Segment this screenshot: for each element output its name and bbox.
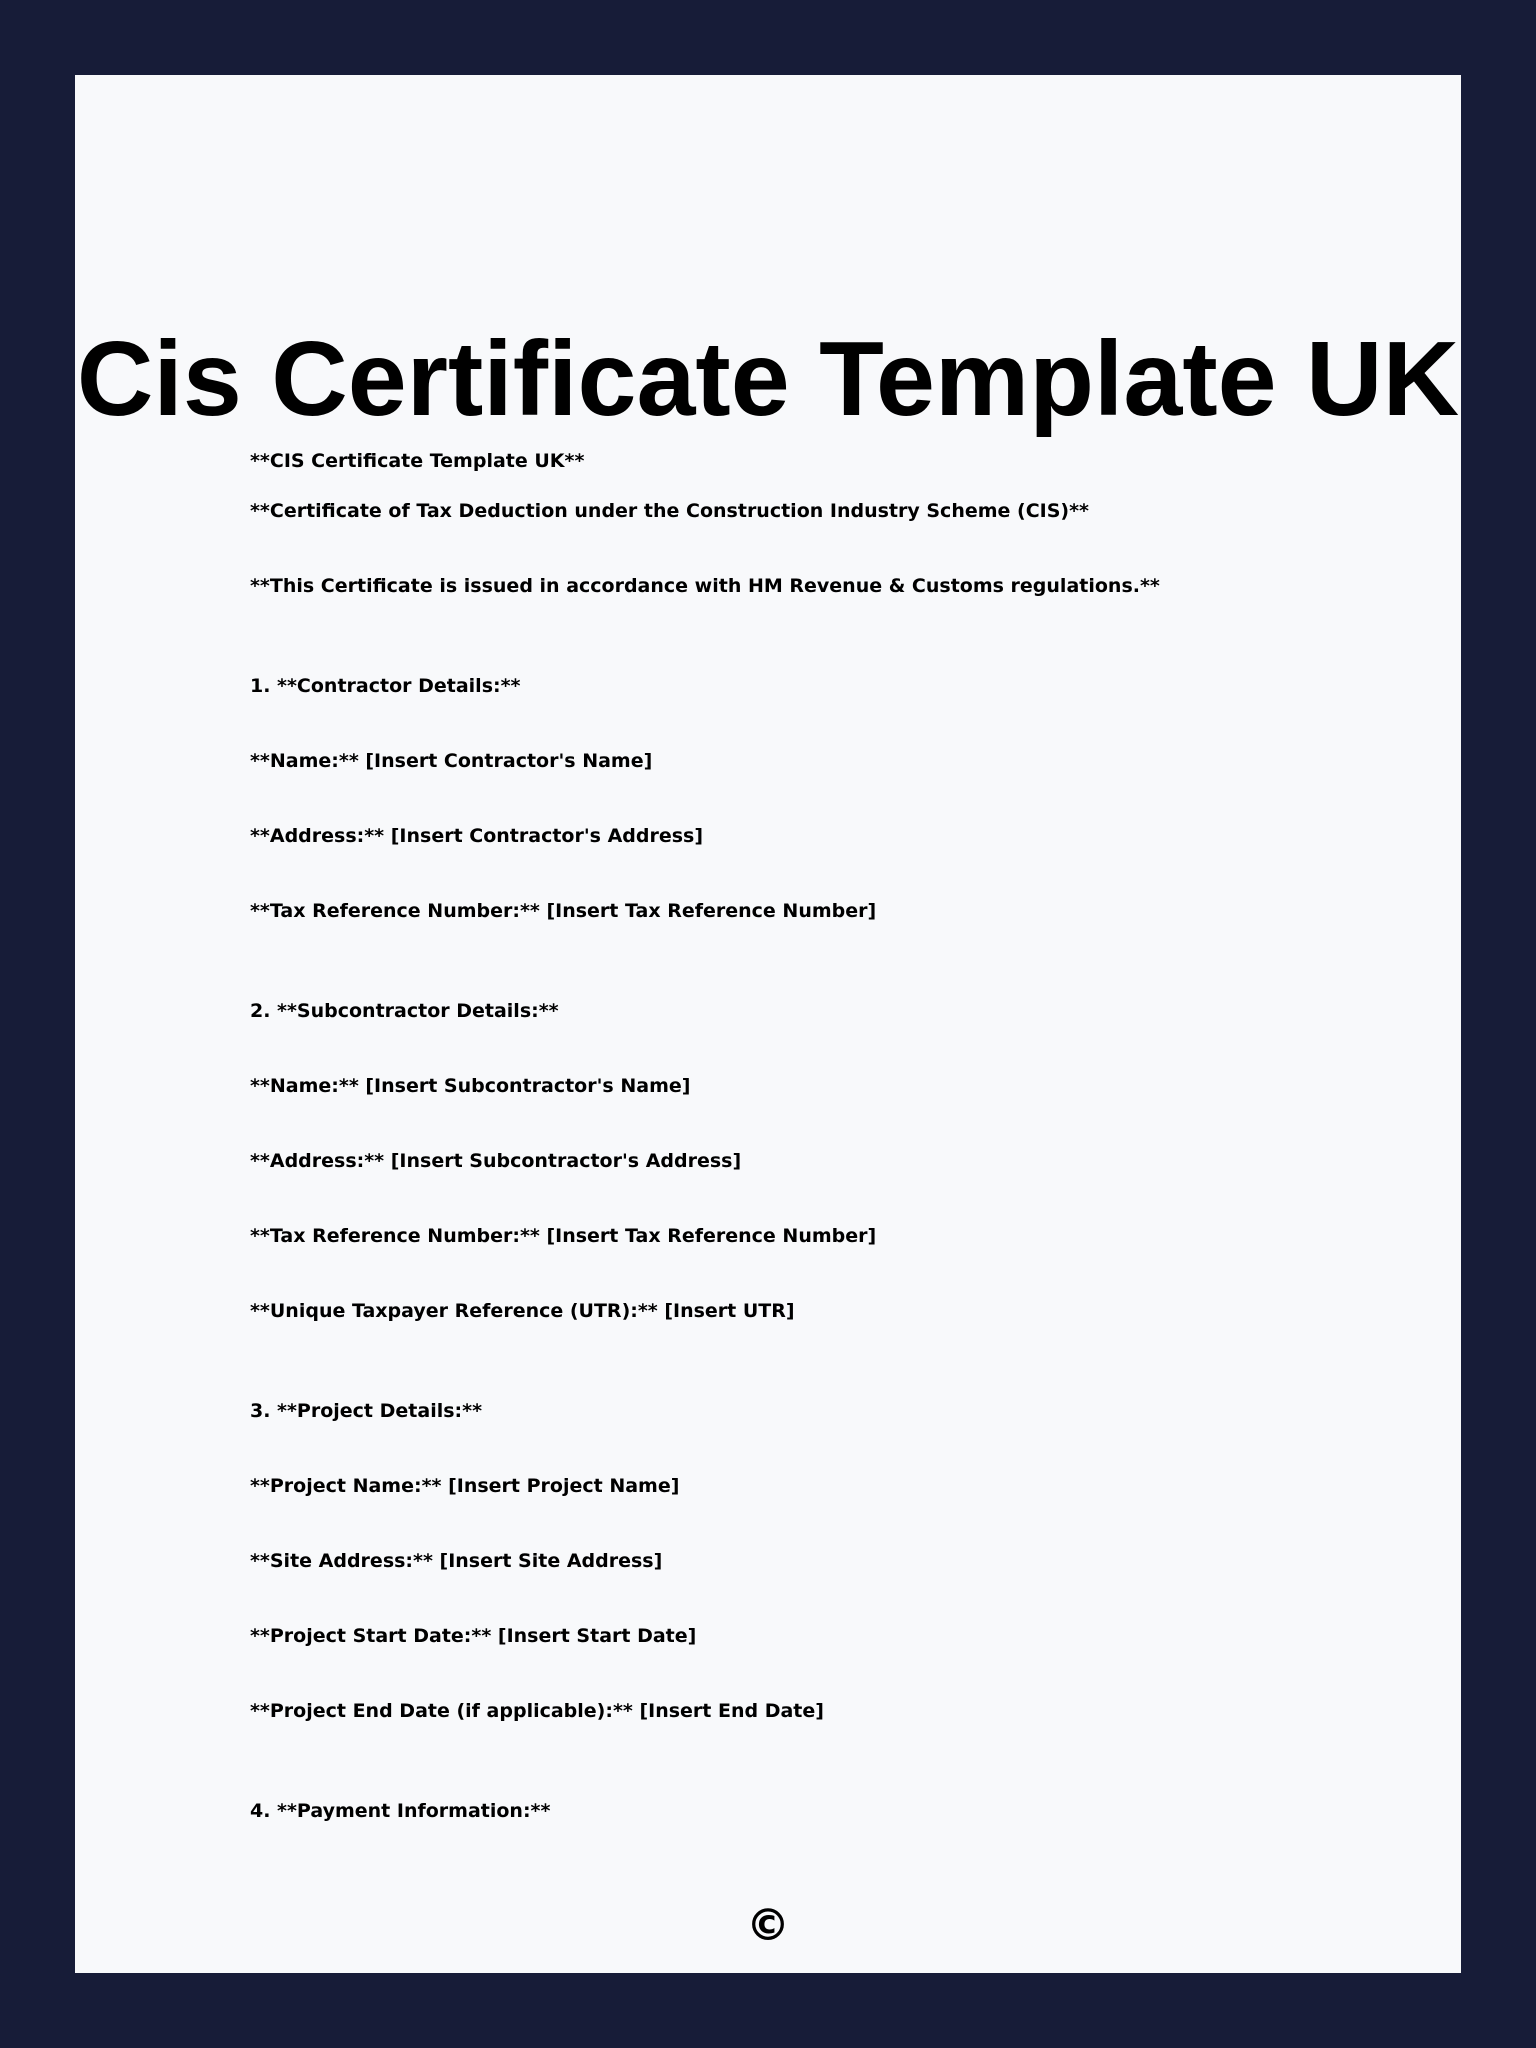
project-end-date-field: **Project End Date (if applicable):** [Insert End Date]: [250, 1700, 824, 1722]
project-name-field: **Project Name:** [Insert Project Name]: [250, 1475, 680, 1497]
subcontractor-name-field: **Name:** [Insert Subcontractor's Name]: [250, 1075, 691, 1097]
site-address-field: **Site Address:** [Insert Site Address]: [250, 1550, 663, 1572]
intro-subtitle: **Certificate of Tax Deduction under the Construction Industry Scheme (CIS)**: [250, 500, 1089, 522]
section-heading-contractor: 1. **Contractor Details:**: [250, 675, 521, 697]
section-heading-subcontractor: 2. **Subcontractor Details:**: [250, 1000, 559, 1022]
project-start-date-field: **Project Start Date:** [Insert Start Date]: [250, 1625, 697, 1647]
intro-heading: **CIS Certificate Template UK**: [250, 450, 585, 472]
section-heading-payment: 4. **Payment Information:**: [250, 1800, 551, 1822]
intro-statement: **This Certificate is issued in accordance with HM Revenue & Customs regulations.**: [250, 575, 1160, 597]
copyright-icon: ©: [746, 1900, 790, 1951]
contractor-name-field: **Name:** [Insert Contractor's Name]: [250, 750, 653, 772]
page-title: Cis Certificate Template UK: [76, 320, 1460, 438]
contractor-tax-ref-field: **Tax Reference Number:** [Insert Tax Reference Number]: [250, 900, 877, 922]
section-heading-project: 3. **Project Details:**: [250, 1400, 482, 1422]
subcontractor-utr-field: **Unique Taxpayer Reference (UTR):** [Insert UTR]: [250, 1300, 795, 1322]
contractor-address-field: **Address:** [Insert Contractor's Address]: [250, 825, 704, 847]
subcontractor-address-field: **Address:** [Insert Subcontractor's Address]: [250, 1150, 742, 1172]
subcontractor-tax-ref-field: **Tax Reference Number:** [Insert Tax Reference Number]: [250, 1225, 877, 1247]
certificate-page: [75, 75, 1461, 1973]
